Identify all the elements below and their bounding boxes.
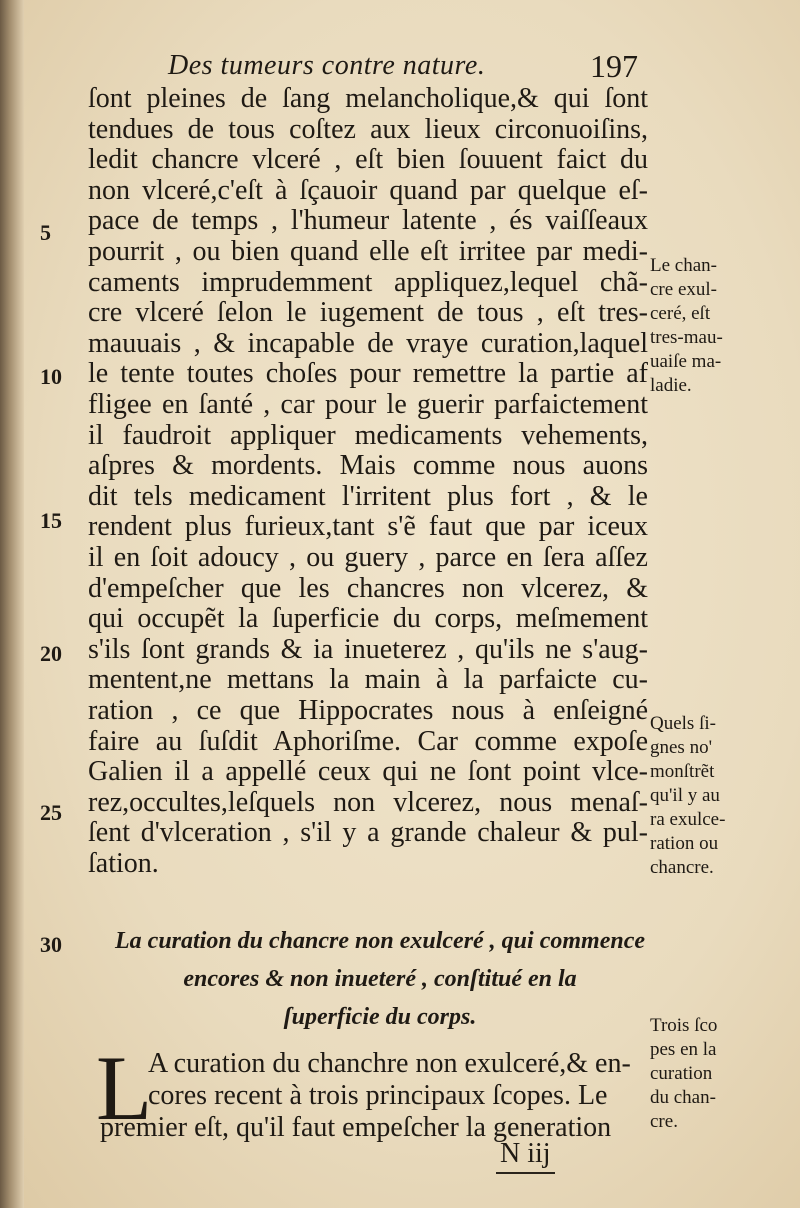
margin-note-line: chancre. — [650, 857, 714, 878]
margin-note-line: ra exulce- — [650, 809, 726, 830]
body-line: fligee en ſanté , car pour le guerir parfaictement — [88, 389, 648, 420]
line-number: 10 — [40, 364, 62, 389]
margin-note-line: curation — [650, 1063, 713, 1084]
margin-note-line: ceré, eſt — [650, 303, 711, 324]
body-line: qui occupẽt la ſuperficie du corps, meſmement — [88, 603, 648, 635]
line-number: 30 — [40, 932, 62, 957]
body-line: ſent d'vlceration , s'il y a grande chaleur & pul- — [88, 817, 648, 849]
body-line: le tente toutes choſes pour remettre la partie af — [88, 358, 648, 390]
body-line: d'empeſcher que les chancres non vlcerez, & — [88, 572, 648, 604]
margin-note-line: du chan- — [650, 1087, 716, 1108]
signature-mark: N iij — [496, 1138, 555, 1174]
margin-note-line: monſtrẽt — [650, 761, 715, 782]
page-number: 197 — [590, 48, 638, 84]
body-line: mentent,ne mettans la main à la parfaicte cu- — [88, 664, 648, 696]
margin-note-signes — [650, 712, 790, 880]
binding-gutter — [0, 0, 24, 1208]
body-line: pourrit , ou bien quand elle eſt irritee par medi- — [88, 236, 648, 267]
section-heading-line: ſuperficie du corps. — [283, 1004, 477, 1030]
body-line: caments imprudemment appliquez,lequel chã- — [88, 266, 648, 298]
line-number: 20 — [40, 641, 62, 666]
paragraph-line: A curation du chanchre non exulceré,& en- — [148, 1048, 631, 1079]
body-line: ſont pleines de ſang melancholique,& qui ſont — [88, 83, 648, 114]
margin-note-line: Trois ſco — [650, 1015, 718, 1036]
margin-note-chancre-exulcere — [650, 254, 790, 398]
body-line: s'ils ſont grands & ia inueterez , qu'ils ne s'aug- — [88, 633, 648, 665]
body-line: non vlceré,c'eſt à ſçauoir quand par quelque eſ- — [88, 174, 648, 206]
margin-note-line: cre exul- — [650, 279, 717, 300]
margin-note-line: tres-mau- — [650, 327, 723, 348]
section-heading-line: La curation du chancre non exulceré , qui commence — [115, 928, 645, 954]
body-line: dit tels medicament l'irritent plus fort , & le — [88, 480, 648, 512]
line-number: 15 — [40, 508, 62, 533]
body-line: ration , ce que Hippocrates nous à enſeigné — [88, 695, 648, 726]
margin-note-line: ladie. — [650, 375, 692, 396]
margin-note-line: gnes no' — [650, 737, 713, 758]
paragraph-line: cores recent à trois principaux ſcopes. Le — [148, 1080, 608, 1111]
body-line: rendent plus furieux,tant s'ẽ faut que par iceux — [88, 511, 648, 543]
line-number: 25 — [40, 800, 62, 825]
margin-note-line: pes en la — [650, 1039, 717, 1060]
section-heading-line: encores & non inueteré , conſtitué en la — [183, 966, 577, 992]
drop-cap: L — [96, 1037, 153, 1139]
body-line: aſpres & mordents. Mais comme nous auons — [88, 450, 648, 482]
body-line: cre vlceré ſelon le iugement de tous , eſt tres- — [88, 297, 648, 329]
body-line: il faudroit appliquer medicaments vehements, — [88, 419, 648, 451]
margin-note-line: qu'il y au — [650, 785, 720, 806]
margin-note-line: cre. — [650, 1111, 678, 1132]
margin-note-line: uaiſe ma- — [650, 351, 722, 372]
body-line: il en ſoit adoucy , ou guery , parce en ſera aſſez — [88, 542, 648, 573]
body-line: ſation. — [88, 848, 159, 879]
margin-note-line: Quels ſi- — [650, 713, 716, 734]
body-line: Galien il a appellé ceux qui ne ſont point vlce- — [88, 756, 648, 788]
body-line: faire au ſuſdit Aphoriſme. Car comme expoſe — [88, 725, 648, 757]
margin-note-line: Le chan- — [650, 255, 717, 276]
body-line: mauuais , & incapable de vraye curation,laquel — [88, 327, 648, 359]
body-line: ledit chancre vlceré , eſt bien ſouuent faict du — [88, 144, 648, 176]
section-heading — [80, 922, 680, 1036]
running-title: Des tumeurs contre nature. — [168, 50, 486, 81]
body-line: tendues de tous coſtez aux lieux circonuoiſins, — [88, 113, 648, 145]
margin-note-line: ration ou — [650, 833, 719, 854]
line-number: 5 — [40, 220, 51, 245]
body-line: pace de temps , l'humeur latente , és vaiſſeaux — [88, 205, 648, 237]
paragraph-line: premier eſt, qu'il faut empeſcher la generation — [100, 1112, 612, 1143]
body-line: rez,occultes,leſquels non vlcerez, nous menaſ- — [88, 786, 648, 818]
